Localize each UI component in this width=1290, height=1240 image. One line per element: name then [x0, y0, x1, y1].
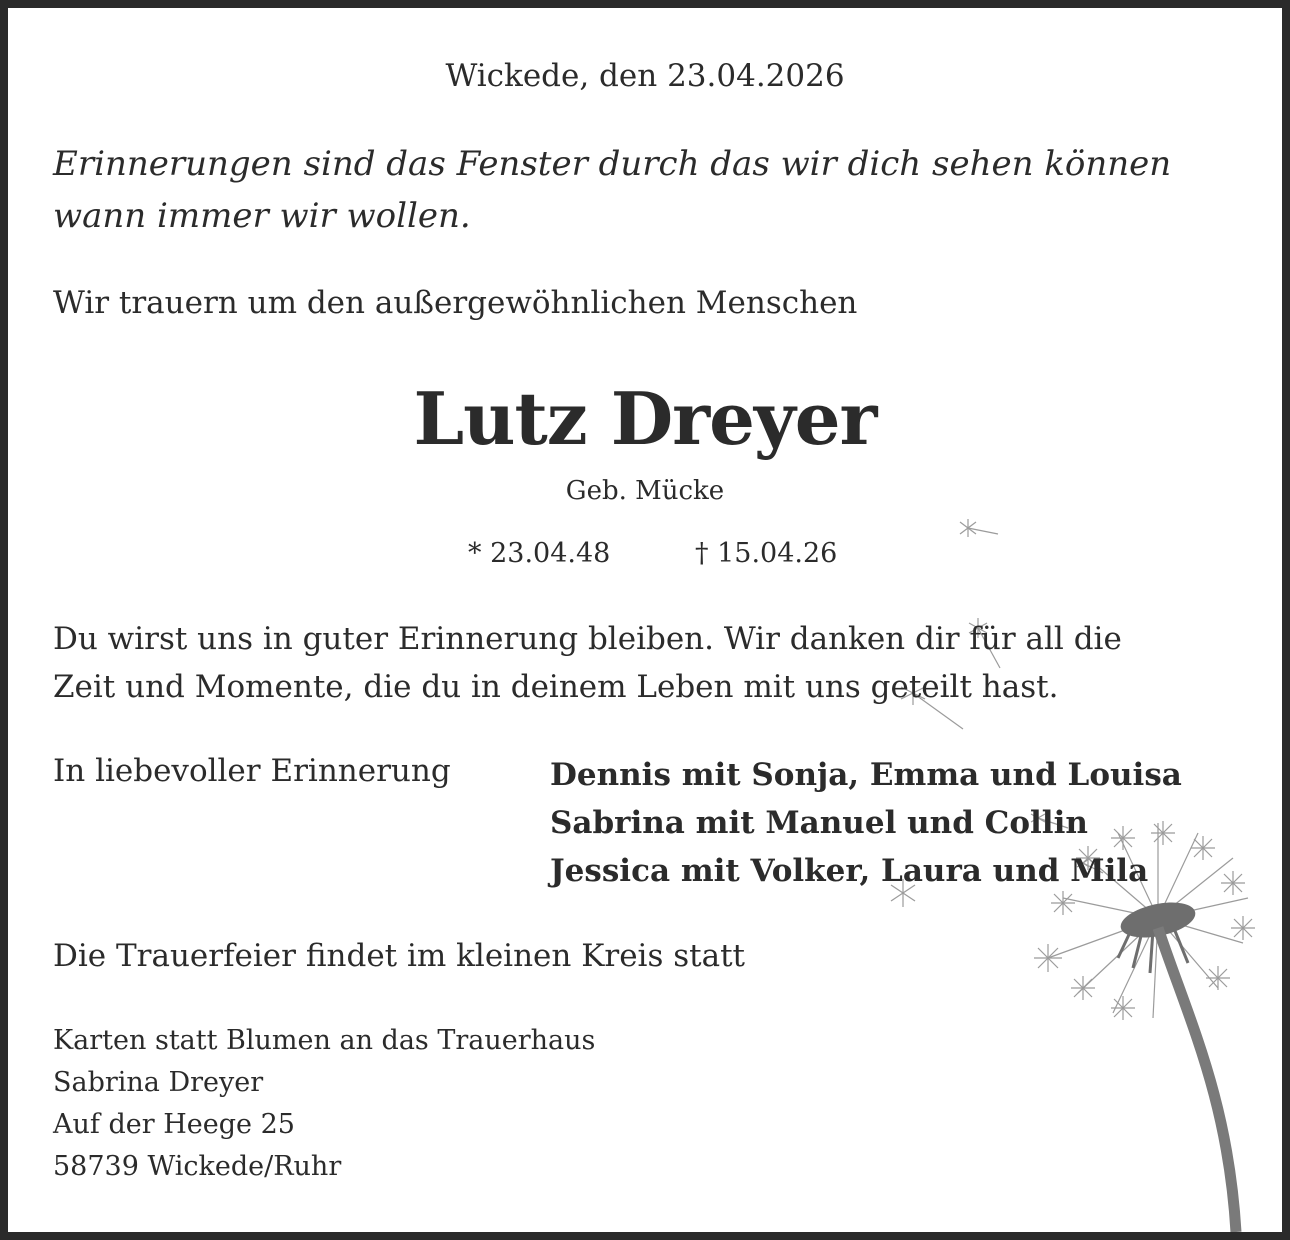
address-block [53, 1020, 595, 1188]
place-date: Wickede, den 23.04.2026 [445, 58, 845, 94]
family-line: Jessica mit Volker, Laura und Mila [550, 853, 1149, 889]
address-line: Karten statt Blumen an das Trauerhaus [53, 1025, 596, 1056]
address-line: 58739 Wickede/Ruhr [53, 1151, 342, 1182]
address-line: Sabrina Dreyer [53, 1067, 264, 1098]
ceremony-note: Die Trauerfeier findet im kleinen Kreis statt [53, 938, 745, 974]
memorial-quote: Erinnerungen sind das Fenster durch das wir dich sehen können wann immer wir wollen. [53, 144, 1172, 236]
deceased-name: Lutz Dreyer [413, 376, 877, 461]
birth-name: Geb. Mücke [565, 476, 725, 506]
death-date: † 15.04.26 [695, 538, 838, 569]
farewell-message: Du wirst uns in guter Erinnerung bleiben. Wir danken dir für all die Zeit und Momente, die du in deinem Leben mit uns geteilt hast. [53, 621, 1122, 705]
mourning-intro: Wir trauern um den außergewöhnlichen Menschen [53, 285, 858, 321]
obituary-notice [8, 8, 1282, 1232]
family-line: Sabrina mit Manuel und Collin [550, 805, 1088, 841]
memory-label: In liebevoller Erinnerung [53, 753, 451, 789]
address-line: Auf der Heege 25 [53, 1109, 295, 1140]
family-list [550, 751, 1182, 895]
family-line: Dennis mit Sonja, Emma und Louisa [550, 757, 1182, 793]
birth-date: * 23.04.48 [468, 538, 611, 569]
